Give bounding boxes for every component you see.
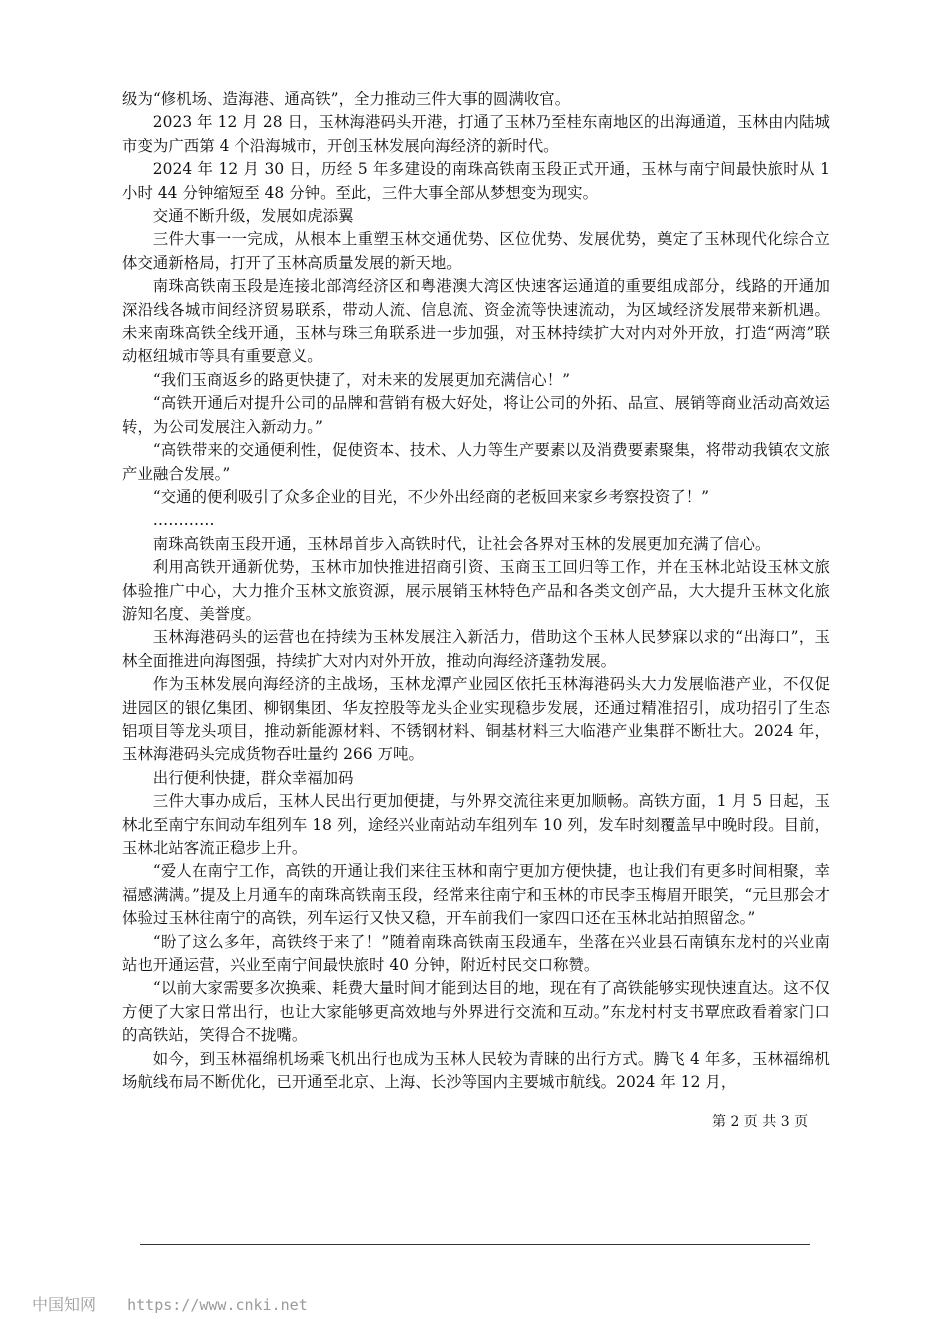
quote: “我们玉商返乡的路更快捷了，对未来的发展更加充满信心！” bbox=[152, 370, 571, 389]
paragraph: 级为“修机场、造海港、通高铁”，全力推动三件大事的圆满收官。 bbox=[122, 90, 571, 108]
footer-divider bbox=[140, 1244, 810, 1245]
paragraph: 三件大事一一完成，从根本上重塑玉林交通优势、区位优势、发展优势，奠定了玉林现代化综合立体交通新格局，打开了玉林高质量发展的新天地。 bbox=[122, 230, 830, 272]
paragraph: “爱人在南宁工作，高铁的开通让我们来往玉林和南宁更加方便快捷，也让我们有更多时间相聚，幸福感满满。”提及上月通车的南珠高铁南玉段，经常来往南宁和玉林的市民李玉梅眉开眼笑，“元旦那会才体验过玉林往南宁的高铁，列车运行又快又稳，开车前我们一家四口还在玉林北站拍照留念。” bbox=[122, 862, 830, 928]
paragraph: 利用高铁开通新优势，玉林市加快推进招商引资、玉商玉工回归等工作，并在玉林北站设玉林文旅体验推广中心，大力推介玉林文旅资源，展示展销玉林特色产品和各类文创产品，大大提升玉林文化旅游知名度、美誉度。 bbox=[122, 558, 830, 623]
paragraph: 2023 年 12 月 28 日，玉林海港码头开港，打通了玉林乃至桂东南地区的出海通道，玉林由内陆城市变为广西第 4 个沿海城市，开创玉林发展向海经济的新时代。 bbox=[122, 113, 830, 155]
paragraph: “以前大家需要多次换乘、耗费大量时间才能到达目的地，现在有了高铁能够实现快速直达。这不仅方便了大家日常出行，也让大家能够更高效地与外界进行交流和互动。”东龙村村支书覃庶政看着家门口的高铁站，笑得合不拢嘴。 bbox=[122, 979, 830, 1045]
footer-site-name: 中国知网 bbox=[32, 1295, 97, 1314]
paragraph: 如今，到玉林福绵机场乘飞机出行也成为玉林人民较为青睐的出行方式。腾飞 4 年多，玉林福绵机场航线布局不断优化，已开通至北京、上海、长沙等国内主要城市航线。2024 年 12 月， bbox=[122, 1049, 830, 1092]
paragraph: 玉林海港码头的运营也在持续为玉林发展注入新活力，借助这个玉林人民梦寐以求的“出海口”，玉林全面推进向海图强，持续扩大对内对外开放，推动向海经济蓬勃发展。 bbox=[122, 628, 830, 670]
ellipsis: ………… bbox=[152, 511, 215, 530]
paragraph: “盼了这么多年，高铁终于来了！”随着南珠高铁南玉段通车，坐落在兴业县石南镇东龙村的兴业南站也开通运营，兴业至南宁间最快旅时 40 分钟，附近村民交口称赞。 bbox=[122, 932, 830, 975]
paragraph: 南珠高铁南玉段是连接北部湾经济区和粤港澳大湾区快速客运通道的重要组成部分，线路的开通加深沿线各城市间经济贸易联系，带动人流、信息流、资金流等快速流动，为区域经济发展带来新机遇。未来南珠高铁全线开通，玉林与珠三角联系进一步加强，对玉林持续扩大对内对外开放，打造“两湾”联动枢纽城市等具有重要意义。 bbox=[122, 277, 830, 366]
quote: “交通的便利吸引了众多企业的目光，不少外出经商的老板回来家乡考察投资了！” bbox=[152, 487, 710, 506]
footer-url[interactable]: https://www.cnki.net bbox=[127, 1296, 308, 1314]
quote: “高铁带来的交通便利性，促使资本、技术、人力等生产要素以及消费要素聚集，将带动我镇农文旅产业融合发展。” bbox=[122, 441, 830, 483]
paragraph: 作为玉林发展向海经济的主战场，玉林龙潭产业园区依托玉林海港码头大力发展临港产业，不仅促进园区的银亿集团、柳钢集团、华友控股等龙头企业实现稳步发展，还通过精准招引，成功招引了生态铝项目等龙头项目，推动新能源材料、不锈钢材料、铜基材料三大临港产业集群不断壮大。2024 年，玉林海港码头完成货物吞吐量约 266 万吨。 bbox=[122, 675, 830, 764]
footer-watermark bbox=[32, 1294, 308, 1316]
paragraph: 南珠高铁南玉段开通，玉林昂首步入高铁时代，让社会各界对玉林的发展更加充满了信心。 bbox=[152, 534, 771, 553]
paragraph: 三件大事办成后，玉林人民出行更加便捷，与外界交流往来更加顺畅。高铁方面，1 月 5 日起，玉林北至南宁东间动车组列车 18 列，途经兴业南站动车组列车 10 列，发车时刻覆盖早中晚时段。目前，玉林北站客流正稳步上升。 bbox=[122, 792, 830, 857]
section-heading: 交通不断升级，发展如虎添翼 bbox=[152, 207, 354, 226]
section-heading: 出行便利快捷，群众幸福加码 bbox=[152, 768, 354, 787]
article-body bbox=[122, 88, 830, 1094]
paragraph: 2024 年 12 月 30 日，历经 5 年多建设的南珠高铁南玉段正式开通，玉林与南宁间最快旅时从 1 小时 44 分钟缩短至 48 分钟。至此，三件大事全部从梦想变为现实。 bbox=[122, 160, 830, 202]
quote: “高铁开通后对提升公司的品牌和营销有极大好处，将让公司的外拓、品宣、展销等商业活动高效运转，为公司发展注入新动力。” bbox=[122, 394, 830, 436]
page-number: 第 2 页 共 3 页 bbox=[712, 1114, 809, 1130]
